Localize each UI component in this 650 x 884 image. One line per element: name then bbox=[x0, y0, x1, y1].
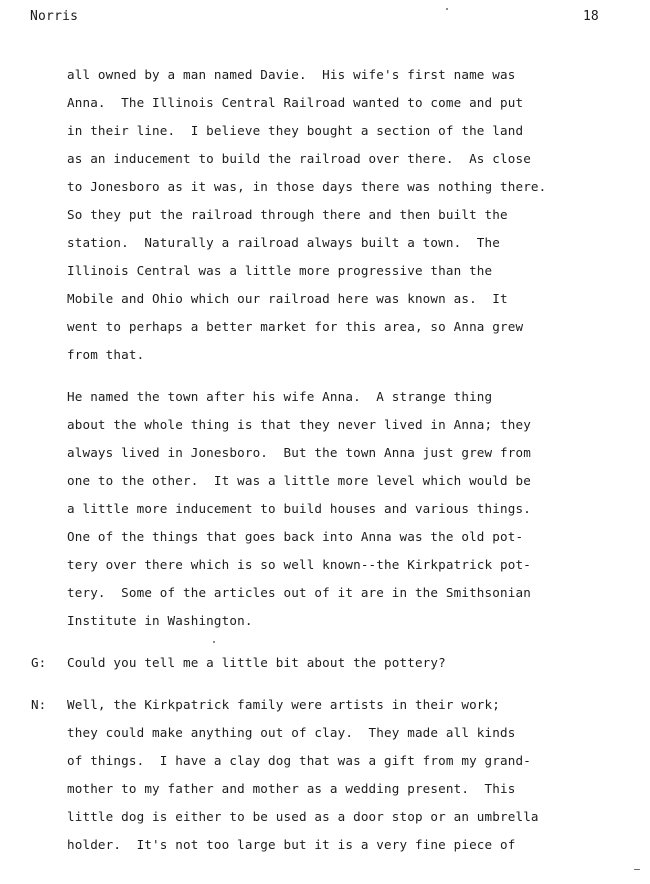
text-line: Illinois Central was a little more progressive than the bbox=[67, 263, 493, 278]
text-line: Mobile and Ohio which our railroad here was known as. It bbox=[67, 291, 508, 306]
speaker-label-narrator: N: bbox=[31, 697, 47, 712]
text-line: tery. Some of the articles out of it are in the Smithsonian bbox=[67, 585, 531, 600]
page-number: 18 bbox=[583, 9, 599, 24]
text-line: Anna. The Illinois Central Railroad wanted to come and put bbox=[67, 95, 524, 110]
text-line: little dog is either to be used as a door stop or an umbrella bbox=[67, 809, 539, 824]
text-line: a little more inducement to build houses and various things. bbox=[67, 501, 531, 516]
text-line: He named the town after his wife Anna. A strange thing bbox=[67, 389, 493, 404]
text-line: So they put the railroad through there and then built the bbox=[67, 207, 508, 222]
text-line: about the whole thing is that they never lived in Anna; they bbox=[67, 417, 531, 432]
text-line: Institute in Washington. bbox=[67, 613, 253, 628]
text-line: to Jonesboro as it was, in those days there was nothing there. bbox=[67, 179, 547, 194]
text-line: of things. I have a clay dog that was a gift from my grand- bbox=[67, 753, 531, 768]
text-line: as an inducement to build the railroad over there. As close bbox=[67, 151, 531, 166]
text-line: from that. bbox=[67, 347, 145, 362]
text-line: Could you tell me a little bit about the pottery? bbox=[67, 655, 446, 670]
text-line: in their line. I believe they bought a section of the land bbox=[67, 123, 524, 138]
text-line: all owned by a man named Davie. His wife's first name was bbox=[67, 67, 516, 82]
text-line: one to the other. It was a little more level which would be bbox=[67, 473, 531, 488]
text-line: always lived in Jonesboro. But the town Anna just grew from bbox=[67, 445, 531, 460]
header-interviewee-name: Norris bbox=[30, 9, 79, 24]
text-line: they could make anything out of clay. They made all kinds bbox=[67, 725, 516, 740]
text-line: went to perhaps a better market for this area, so Anna grew bbox=[67, 319, 524, 334]
text-line: mother to my father and mother as a wedding present. This bbox=[67, 781, 516, 796]
text-line: holder. It's not too large but it is a very fine piece of bbox=[67, 837, 516, 852]
scan-speck bbox=[213, 641, 215, 643]
scan-speck bbox=[446, 8, 448, 10]
speaker-label-interviewer: G: bbox=[31, 655, 47, 670]
text-line: tery over there which is so well known--the Kirkpatrick pot- bbox=[67, 557, 531, 572]
text-line: One of the things that goes back into Anna was the old pot- bbox=[67, 529, 524, 544]
text-line: station. Naturally a railroad always built a town. The bbox=[67, 235, 500, 250]
text-line: Well, the Kirkpatrick family were artists in their work; bbox=[67, 697, 500, 712]
scan-speck bbox=[634, 869, 640, 870]
